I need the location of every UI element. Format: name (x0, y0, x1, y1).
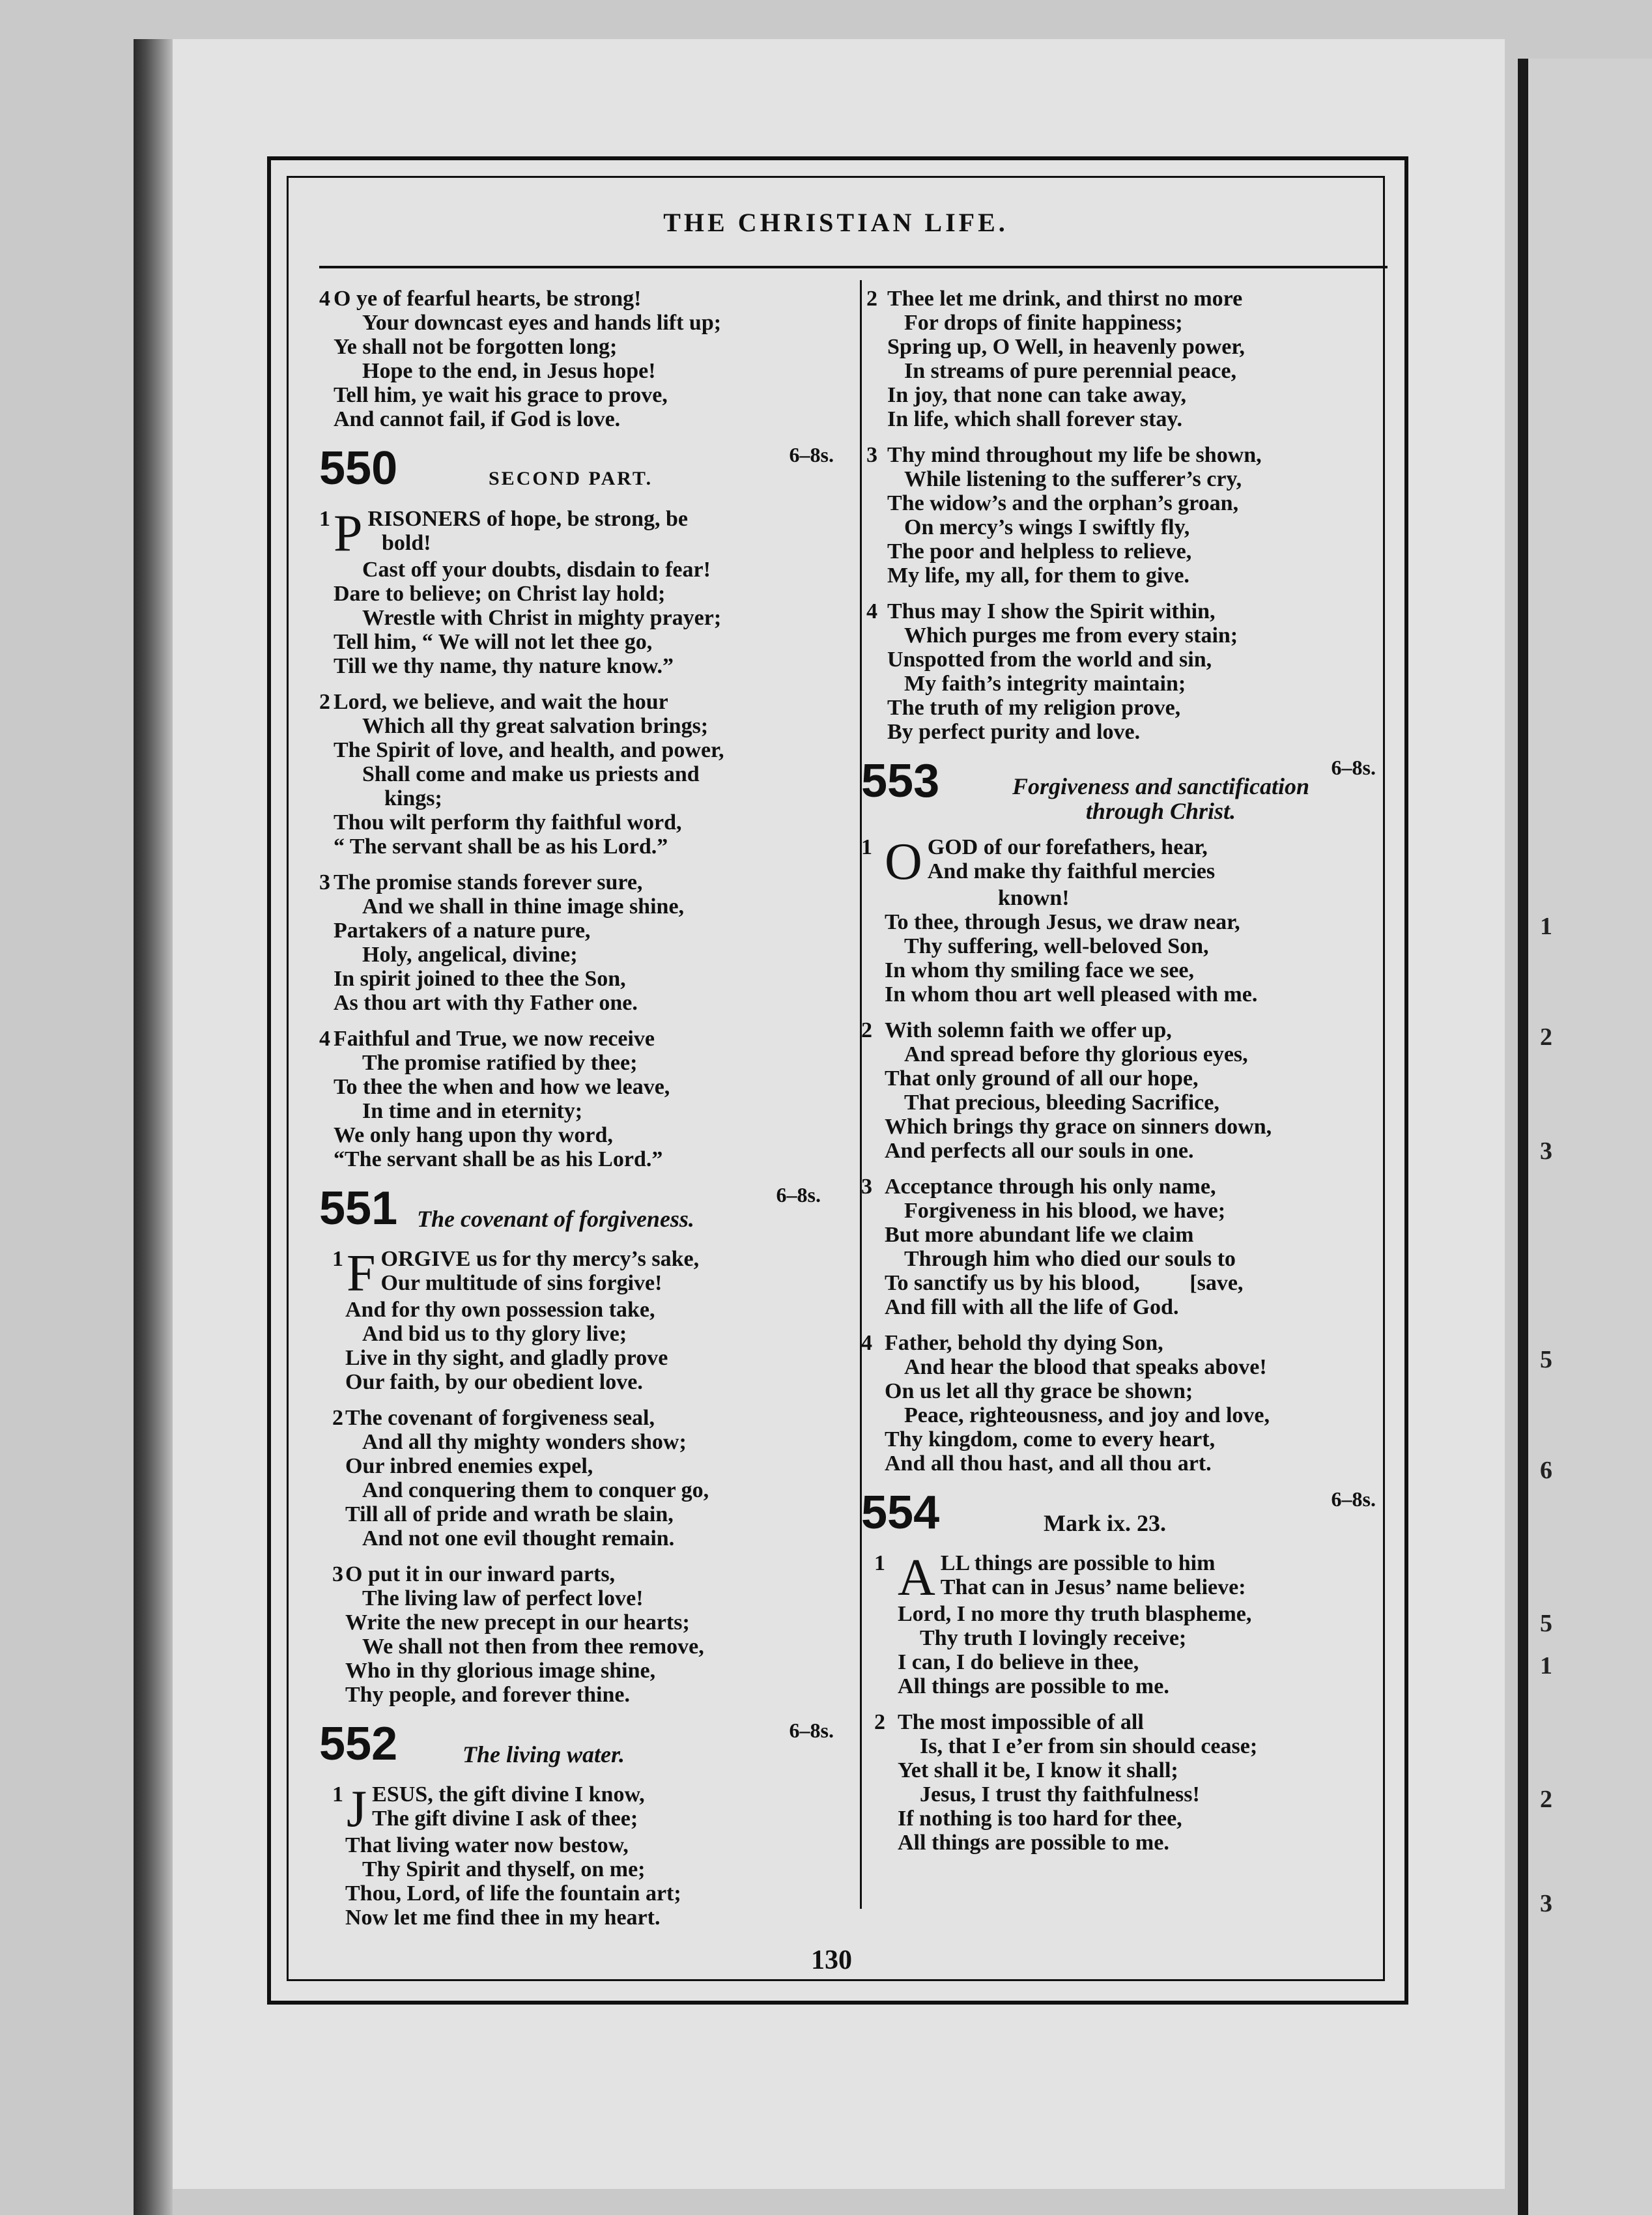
verse-line: For drops of finite happiness; (904, 311, 1183, 335)
verse-line: Lord, we believe, and wait the hour (334, 690, 668, 714)
verse-line: Your downcast eyes and hands lift up; (362, 311, 722, 335)
hymn-verse (861, 1551, 1382, 1698)
hymn-verse (861, 599, 1382, 744)
verse-line: In time and in eternity; (362, 1099, 583, 1123)
verse-number: 3 (866, 443, 877, 467)
hymn-meter: 6–8s. (1331, 1487, 1376, 1511)
verse-line: On mercy’s wings I swiftly fly, (904, 515, 1190, 539)
verse-line: Through him who died our souls to (904, 1247, 1236, 1271)
verse-line: LL things are possible to him (940, 1551, 1216, 1575)
verse-number: 2 (861, 1018, 872, 1042)
verse-line: Write the new precept in our hearts; (345, 1610, 690, 1635)
hymn-title (978, 774, 1343, 823)
verse-line: The poor and helpless to relieve, (887, 539, 1192, 564)
verse-line: To sanctify us by his blood, [save, (885, 1271, 1244, 1295)
hymn-verse (319, 870, 834, 1015)
verse-number: 4 (319, 287, 330, 311)
verse-line: Which purges me from every stain; (904, 623, 1238, 648)
verse-line: Peace, righteousness, and joy and love, (904, 1403, 1270, 1427)
verse-line: Jesus, I trust thy faithfulness! (920, 1782, 1200, 1807)
verse-line: Is, that I e’er from sin should cease; (920, 1734, 1258, 1758)
verse-line: And bid us to thy glory live; (362, 1322, 627, 1346)
hymn-number: 553 (861, 755, 940, 807)
verse-line: Unspotted from the world and sin, (887, 648, 1212, 672)
hymn-number: 551 (319, 1182, 398, 1235)
margin-number: 6 (1540, 1457, 1552, 1484)
verse-line: Our inbred enemies expel, (345, 1454, 593, 1478)
verse-line: And make thy faithful mercies (927, 859, 1216, 883)
verse-line: And all thou hast, and all thou art. (885, 1451, 1212, 1476)
hymn-verse (319, 507, 834, 678)
hymn-title: SECOND PART. (489, 468, 653, 489)
verse-number: 2 (874, 1710, 885, 1734)
verse-line: “The servant shall be as his Lord.” (334, 1147, 663, 1171)
verse-line: My faith’s integrity maintain; (904, 672, 1186, 696)
margin-number: 1 (1540, 913, 1552, 940)
verse-line: Yet shall it be, I know it shall; (898, 1758, 1178, 1782)
verse-line: Tell him, “ We will not let thee go, (334, 630, 653, 654)
hymn-meter: 6–8s. (776, 1183, 821, 1207)
hymn-header (319, 1183, 834, 1239)
verse-number: 1 (332, 1247, 343, 1271)
verse-line: Who in thy glorious image shine, (345, 1659, 656, 1683)
verse-line: As thou art with thy Father one. (334, 991, 638, 1015)
verse-number: 4 (866, 599, 877, 623)
hymn-verse (861, 835, 1382, 1007)
hymn-number: 552 (319, 1718, 398, 1770)
drop-cap: P (334, 505, 363, 562)
verse-line: Our multitude of sins forgive! (380, 1271, 662, 1295)
hymn-verse (319, 690, 834, 859)
hymn-title: The living water. (463, 1741, 625, 1767)
verse-line: The widow’s and the orphan’s groan, (887, 491, 1239, 515)
verse-line: The Spirit of love, and health, and power, (334, 738, 724, 762)
verse-line: To thee the when and how we leave, (334, 1075, 670, 1099)
right-column (861, 287, 1382, 1866)
hymn-verse (861, 1710, 1382, 1855)
verse-line: Which all thy great salvation brings; (362, 714, 709, 738)
verse-line: The living law of perfect love! (362, 1586, 644, 1610)
verse-line: That living water now bestow, (345, 1833, 629, 1857)
margin-number: 5 (1540, 1610, 1552, 1637)
hymn-title: Mark ix. 23. (1044, 1510, 1166, 1536)
verse-line: While listening to the sufferer’s cry, (904, 467, 1242, 491)
hymn-verse (319, 1027, 834, 1171)
verse-line: Thou, Lord, of life the fountain art; (345, 1881, 681, 1906)
verse-line: The promise ratified by thee; (362, 1051, 638, 1075)
hymn-meter: 6–8s. (789, 443, 834, 466)
verse-number: 3 (332, 1562, 343, 1586)
verse-line: On us let all thy grace be shown; (885, 1379, 1193, 1403)
verse-line: Now let me find thee in my heart. (345, 1906, 661, 1930)
hymn-verse (861, 1331, 1382, 1476)
hymn-verse (319, 1562, 834, 1707)
verse-line: Spring up, O Well, in heavenly power, (887, 335, 1245, 359)
verse-line: But more abundant life we claim (885, 1223, 1194, 1247)
hymn-title: The covenant of forgiveness. (417, 1206, 694, 1232)
verse-line: Wrestle with Christ in mighty prayer; (362, 606, 722, 630)
verse-line: The covenant of forgiveness seal, (345, 1406, 655, 1430)
margin-number: 2 (1540, 1023, 1552, 1051)
hymn-verse (319, 1406, 834, 1550)
verse-line: And all thy mighty wonders show; (362, 1430, 687, 1454)
hymn-header (319, 1719, 834, 1775)
verse-line: And not one evil thought remain. (362, 1526, 675, 1550)
verse-line: Forgiveness in his blood, we have; (904, 1199, 1226, 1223)
hymn-verse (319, 1247, 834, 1394)
verse-number: 2 (866, 287, 877, 311)
hymn-meter: 6–8s. (1331, 756, 1376, 779)
verse-line: Live in thy sight, and gladly prove (345, 1346, 668, 1370)
verse-number: 3 (319, 870, 330, 894)
verse-line: Thy suffering, well-beloved Son, (904, 934, 1209, 958)
page-number: 130 (811, 1945, 852, 1975)
verse-line: We only hang upon thy word, (334, 1123, 613, 1147)
verse-line: And cannot fail, if God is love. (334, 407, 621, 431)
verse-number: 1 (332, 1782, 343, 1807)
verse-line: That can in Jesus’ name believe: (940, 1575, 1246, 1599)
verse-number: 3 (861, 1175, 872, 1199)
verse-line: “ The servant shall be as his Lord.” (334, 835, 668, 859)
verse-line: Thy truth I lovingly receive; (920, 1626, 1187, 1650)
hymn-header (319, 443, 834, 499)
drop-cap: F (347, 1245, 376, 1302)
verse-line: Thus may I show the Spirit within, (887, 599, 1216, 623)
verse-line: Lord, I no more thy truth blaspheme, (898, 1602, 1252, 1626)
verse-line: Partakers of a nature pure, (334, 919, 591, 943)
left-column (319, 287, 834, 1941)
hymn-verse (861, 1175, 1382, 1319)
verse-line: Ye shall not be forgotten long; (334, 335, 618, 359)
margin-number: 3 (1540, 1137, 1552, 1165)
hymn-number: 550 (319, 442, 398, 494)
hymn-verse (861, 1018, 1382, 1163)
verse-line: ORGIVE us for thy mercy’s sake, (380, 1247, 700, 1271)
verse-line: Thy kingdom, come to every heart, (885, 1427, 1216, 1451)
margin-number: 2 (1540, 1786, 1552, 1813)
verse-line: And conquering them to conquer go, (362, 1478, 709, 1502)
verse-line: And for thy own possession take, (345, 1298, 655, 1322)
verse-line: With solemn faith we offer up, (885, 1018, 1172, 1042)
verse-line: Thou wilt perform thy faithful word, (334, 810, 682, 835)
verse-line: And fill with all the life of God. (885, 1295, 1179, 1319)
hymn-title-line: Forgiveness and sanctification (1012, 773, 1310, 799)
verse-line: known! (998, 886, 1070, 910)
hymn-header (861, 756, 1382, 827)
verse-line: Tell him, ye wait his grace to prove, (334, 383, 668, 407)
verse-line: Holy, angelical, divine; (362, 943, 578, 967)
verse-line: kings; (384, 786, 442, 810)
drop-cap: A (898, 1549, 935, 1607)
verse-line: Dare to believe; on Christ lay hold; (334, 582, 666, 606)
verse-line: Cast off your doubts, disdain to fear! (362, 558, 711, 582)
verse-line: By perfect purity and love. (887, 720, 1141, 744)
verse-line: To thee, through Jesus, we draw near, (885, 910, 1240, 934)
verse-line: Father, behold thy dying Son, (885, 1331, 1163, 1355)
verse-line: Faithful and True, we now receive (334, 1027, 655, 1051)
verse-line: And hear the blood that speaks above! (904, 1355, 1267, 1379)
verse-line: bold! (382, 531, 431, 555)
verse-number: 1 (874, 1551, 885, 1575)
hymn-verse (319, 1782, 834, 1930)
verse-line: And perfects all our souls in one. (885, 1139, 1194, 1163)
verse-number: 4 (319, 1027, 330, 1051)
verse-line: If nothing is too hard for thee, (898, 1807, 1182, 1831)
margin-number: 5 (1540, 1346, 1552, 1373)
verse-line: That precious, bleeding Sacrifice, (904, 1091, 1219, 1115)
verse-number: 2 (319, 690, 330, 714)
verse-line: And we shall in thine image shine, (362, 894, 685, 919)
adjacent-page-edge (1518, 59, 1652, 2215)
verse-line: We shall not then from thee remove, (362, 1635, 704, 1659)
verse-line: The gift divine I ask of thee; (372, 1807, 638, 1831)
hymn-verse (861, 443, 1382, 588)
hymn-title-line: through Christ. (1085, 798, 1236, 824)
verse-line: In spirit joined to thee the Son, (334, 967, 626, 991)
margin-number: 1 (1540, 1652, 1552, 1679)
verse-line: RISONERS of hope, be strong, be (367, 507, 689, 531)
header-rule (319, 266, 1388, 268)
verse-line: My life, my all, for them to give. (887, 564, 1189, 588)
verse-line: The truth of my religion prove, (887, 696, 1181, 720)
verse-line: I can, I do believe in thee, (898, 1650, 1139, 1674)
verse-line: Hope to the end, in Jesus hope! (362, 359, 656, 383)
verse-line: Thee let me drink, and thirst no more (887, 287, 1243, 311)
drop-cap: J (347, 1780, 367, 1838)
hymn-verse (861, 287, 1382, 431)
verse-line: ESUS, the gift divine I know, (372, 1782, 645, 1807)
verse-line: Thy mind throughout my life be shown, (887, 443, 1262, 467)
verse-line: In life, which shall forever stay. (887, 407, 1183, 431)
page-header-title: THE CHRISTIAN LIFE. (663, 208, 1008, 237)
book-spine (134, 39, 173, 2215)
verse-line: And spread before thy glorious eyes, (904, 1042, 1248, 1066)
hymn-meter: 6–8s. (789, 1719, 834, 1742)
margin-number: 3 (1540, 1890, 1552, 1917)
verse-line: Till we thy name, thy nature know.” (334, 654, 674, 678)
verse-line: GOD of our forefathers, hear, (927, 835, 1208, 859)
verse-line: In whom thy smiling face we see, (885, 958, 1195, 982)
verse-line: That only ground of all our hope, (885, 1066, 1199, 1091)
verse-line: Till all of pride and wrath be slain, (345, 1502, 674, 1526)
verse-line: All things are possible to me. (898, 1831, 1169, 1855)
hymn-verse (319, 287, 834, 431)
verse-line: Thy Spirit and thyself, on me; (362, 1857, 646, 1881)
verse-line: Thy people, and forever thine. (345, 1683, 630, 1707)
hymn-number: 554 (861, 1487, 940, 1539)
verse-line: In whom thou art well pleased with me. (885, 982, 1258, 1007)
drop-cap: O (885, 833, 922, 891)
verse-line: Which brings thy grace on sinners down, (885, 1115, 1272, 1139)
verse-line: In joy, that none can take away, (887, 383, 1187, 407)
verse-number: 2 (332, 1406, 343, 1430)
verse-line: The most impossible of all (898, 1710, 1144, 1734)
verse-line: Our faith, by our obedient love. (345, 1370, 643, 1394)
verse-line: O put it in our inward parts, (345, 1562, 616, 1586)
verse-number: 1 (319, 507, 330, 531)
verse-line: All things are possible to me. (898, 1674, 1169, 1698)
verse-line: Shall come and make us priests and (362, 762, 700, 786)
verse-line: The promise stands forever sure, (334, 870, 643, 894)
verse-line: In streams of pure perennial peace, (904, 359, 1236, 383)
verse-number: 4 (861, 1331, 872, 1355)
hymn-header (861, 1487, 1382, 1543)
verse-number: 1 (861, 835, 872, 859)
verse-line: O ye of fearful hearts, be strong! (334, 287, 642, 311)
verse-line: Acceptance through his only name, (885, 1175, 1216, 1199)
